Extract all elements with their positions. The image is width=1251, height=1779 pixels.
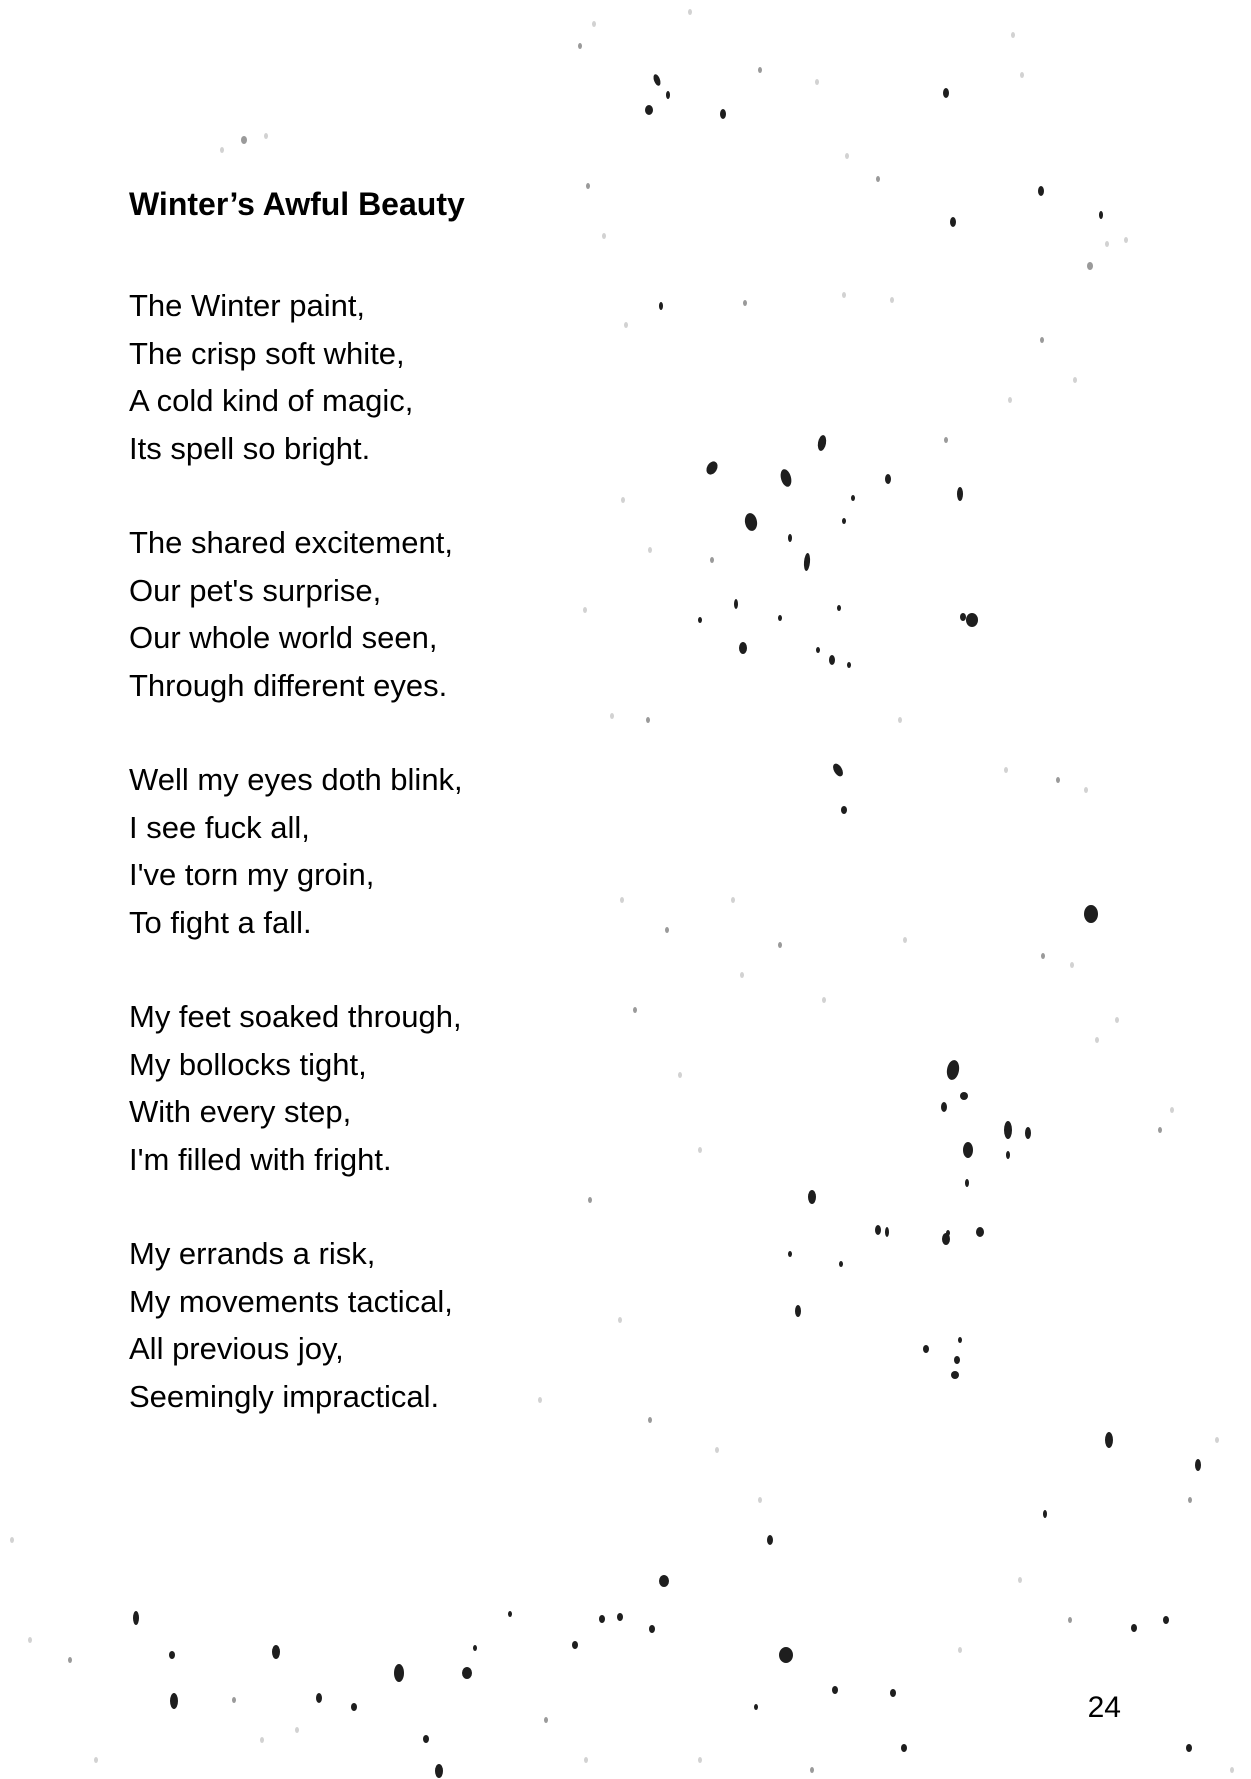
faint-speckle bbox=[1040, 337, 1044, 343]
faint-speckle bbox=[610, 713, 614, 719]
faint-speckle bbox=[665, 927, 669, 933]
ink-speckle bbox=[885, 1227, 889, 1237]
faint-speckle bbox=[592, 21, 596, 27]
ink-speckle bbox=[795, 1305, 801, 1317]
faint-speckle bbox=[1105, 241, 1109, 247]
faint-speckle bbox=[10, 1537, 14, 1543]
faint-speckle bbox=[28, 1637, 32, 1643]
faint-speckle bbox=[842, 292, 846, 298]
faint-speckle bbox=[220, 147, 224, 153]
poem-line: My errands a risk, bbox=[129, 1236, 376, 1271]
faint-speckle bbox=[618, 1317, 622, 1323]
faint-speckle bbox=[624, 322, 628, 328]
ink-speckle bbox=[1043, 1510, 1047, 1518]
faint-speckle bbox=[241, 136, 247, 144]
poem-line: Our whole world seen, bbox=[129, 620, 438, 655]
faint-speckle bbox=[1158, 1127, 1162, 1133]
faint-speckle bbox=[1018, 1577, 1022, 1583]
ink-speckle bbox=[645, 105, 653, 115]
ink-speckle bbox=[943, 1234, 949, 1240]
ink-speckle bbox=[767, 1535, 773, 1545]
ink-speckle bbox=[817, 434, 828, 451]
poem-line: My movements tactical, bbox=[129, 1283, 453, 1319]
faint-speckle bbox=[648, 1417, 652, 1423]
faint-speckle bbox=[264, 133, 268, 139]
ink-speckle bbox=[659, 1575, 669, 1587]
ink-speckle bbox=[839, 1261, 843, 1267]
ink-speckle bbox=[754, 1704, 758, 1710]
faint-speckle bbox=[1073, 377, 1077, 383]
ink-speckle bbox=[1105, 1432, 1113, 1448]
ink-speckle bbox=[875, 1225, 881, 1235]
faint-speckle bbox=[1056, 777, 1060, 783]
faint-speckle bbox=[1084, 787, 1088, 793]
ink-speckle bbox=[943, 88, 949, 98]
ink-speckle bbox=[435, 1764, 443, 1778]
faint-speckle bbox=[1020, 72, 1024, 78]
poem-line: The crisp soft white, bbox=[129, 335, 405, 371]
ink-speckle bbox=[832, 1686, 838, 1694]
faint-speckle bbox=[588, 1197, 592, 1203]
stanza bbox=[129, 519, 463, 709]
faint-speckle bbox=[678, 1072, 682, 1078]
ink-speckle bbox=[788, 1251, 792, 1257]
ink-speckle bbox=[739, 642, 747, 654]
ink-speckle bbox=[1004, 1121, 1012, 1139]
ink-speckle bbox=[945, 1059, 960, 1081]
faint-speckle bbox=[584, 1757, 588, 1763]
poem-line: The Winter paint, bbox=[129, 288, 366, 323]
ink-speckle bbox=[901, 1744, 907, 1752]
ink-speckle bbox=[704, 459, 720, 476]
faint-speckle bbox=[260, 1737, 264, 1743]
faint-speckle bbox=[621, 497, 625, 503]
ink-speckle bbox=[808, 1190, 816, 1204]
faint-speckle bbox=[620, 897, 624, 903]
ink-speckle bbox=[734, 599, 738, 609]
faint-speckle bbox=[1095, 1037, 1099, 1043]
faint-speckle bbox=[544, 1717, 548, 1723]
poem-line: Through different eyes. bbox=[129, 667, 448, 703]
faint-speckle bbox=[583, 607, 587, 613]
faint-speckle bbox=[648, 547, 652, 553]
ink-speckle bbox=[966, 613, 978, 627]
ink-speckle bbox=[508, 1611, 512, 1617]
ink-speckle bbox=[1186, 1744, 1192, 1752]
ink-speckle bbox=[1163, 1616, 1169, 1624]
ink-speckle bbox=[744, 512, 759, 532]
ink-speckle bbox=[942, 1233, 950, 1245]
page-number: 24 bbox=[1087, 1691, 1121, 1724]
ink-speckle bbox=[1084, 905, 1098, 923]
ink-speckle bbox=[133, 1611, 139, 1625]
ink-speckle bbox=[788, 534, 792, 542]
ink-speckle bbox=[572, 1641, 578, 1649]
ink-speckle bbox=[599, 1615, 605, 1623]
ink-speckle bbox=[1038, 186, 1044, 196]
ink-speckle bbox=[652, 73, 662, 86]
ink-speckle bbox=[473, 1645, 477, 1651]
faint-speckle bbox=[232, 1697, 236, 1703]
ink-speckle bbox=[958, 1337, 962, 1343]
ink-speckle bbox=[720, 109, 726, 119]
ink-speckle bbox=[649, 1625, 655, 1633]
poem-line: All previous joy, bbox=[129, 1331, 344, 1366]
ink-speckle bbox=[666, 91, 670, 99]
ink-speckle bbox=[954, 1356, 960, 1364]
faint-speckle bbox=[890, 297, 894, 303]
faint-speckle bbox=[743, 300, 747, 306]
stanza bbox=[129, 993, 463, 1183]
faint-speckle bbox=[295, 1727, 299, 1733]
ink-speckle bbox=[698, 617, 702, 623]
ink-speckle bbox=[976, 1227, 984, 1237]
faint-speckle bbox=[958, 1647, 962, 1653]
faint-speckle bbox=[876, 176, 880, 182]
ink-speckle bbox=[659, 302, 663, 310]
faint-speckle bbox=[1068, 1617, 1072, 1623]
poem-line: Seemingly impractical. bbox=[129, 1378, 440, 1414]
ink-speckle bbox=[851, 495, 855, 501]
ink-speckle bbox=[394, 1664, 404, 1682]
ink-speckle bbox=[837, 605, 841, 611]
poem-line: Our pet's surprise, bbox=[129, 572, 382, 608]
ink-speckle bbox=[351, 1703, 357, 1711]
faint-speckle bbox=[1188, 1497, 1192, 1503]
ink-speckle bbox=[462, 1667, 472, 1679]
poem-body bbox=[129, 282, 463, 1467]
faint-speckle bbox=[646, 717, 650, 723]
ink-speckle bbox=[963, 1142, 973, 1158]
faint-speckle bbox=[822, 997, 826, 1003]
faint-speckle bbox=[698, 1147, 702, 1153]
poem-line: My bollocks tight, bbox=[129, 1046, 367, 1082]
stanza bbox=[129, 1230, 463, 1420]
faint-speckle bbox=[688, 9, 692, 15]
poem-line: To fight a fall. bbox=[129, 904, 312, 940]
poem-line: I've torn my groin, bbox=[129, 857, 375, 892]
faint-speckle bbox=[845, 153, 849, 159]
faint-speckle bbox=[903, 937, 907, 943]
faint-speckle bbox=[740, 972, 744, 978]
faint-speckle bbox=[698, 1757, 702, 1763]
ink-speckle bbox=[960, 1092, 968, 1100]
ink-speckle bbox=[1099, 211, 1103, 219]
faint-speckle bbox=[94, 1757, 98, 1763]
ink-speckle bbox=[1006, 1151, 1010, 1159]
faint-speckle bbox=[1230, 1767, 1234, 1773]
faint-speckle bbox=[731, 897, 735, 903]
poem-line: My feet soaked through, bbox=[129, 999, 462, 1034]
faint-speckle bbox=[633, 1007, 637, 1013]
poem-line: With every step, bbox=[129, 1094, 352, 1129]
ink-speckle bbox=[617, 1613, 623, 1621]
ink-speckle bbox=[946, 1230, 950, 1236]
ink-speckle bbox=[1195, 1459, 1201, 1471]
faint-speckle bbox=[1115, 1017, 1119, 1023]
faint-speckle bbox=[815, 79, 819, 85]
faint-speckle bbox=[1087, 262, 1093, 270]
ink-speckle bbox=[169, 1651, 175, 1659]
faint-speckle bbox=[68, 1657, 72, 1663]
faint-speckle bbox=[810, 1767, 814, 1773]
ink-speckle bbox=[923, 1345, 929, 1353]
poem-line: I'm filled with fright. bbox=[129, 1141, 392, 1177]
faint-speckle bbox=[898, 717, 902, 723]
faint-speckle bbox=[710, 557, 714, 563]
ink-speckle bbox=[816, 647, 820, 653]
ink-speckle bbox=[957, 487, 963, 501]
faint-speckle bbox=[1008, 397, 1012, 403]
faint-speckle bbox=[944, 437, 948, 443]
faint-speckle bbox=[1004, 767, 1008, 773]
poem-line: Its spell so bright. bbox=[129, 430, 371, 466]
ink-speckle bbox=[170, 1693, 178, 1709]
ink-speckle bbox=[272, 1645, 280, 1659]
faint-speckle bbox=[778, 942, 782, 948]
ink-speckle bbox=[1131, 1624, 1137, 1632]
faint-speckle bbox=[1011, 32, 1015, 38]
ink-speckle bbox=[890, 1689, 896, 1697]
faint-speckle bbox=[1215, 1437, 1219, 1443]
ink-speckle bbox=[950, 217, 956, 227]
ink-speckle bbox=[965, 1179, 969, 1187]
poem-line: The shared excitement, bbox=[129, 525, 453, 560]
ink-speckle bbox=[941, 1102, 947, 1112]
ink-speckle bbox=[951, 1371, 959, 1379]
ink-speckle bbox=[1025, 1127, 1031, 1139]
faint-speckle bbox=[1170, 1107, 1174, 1113]
faint-speckle bbox=[758, 67, 762, 73]
stanza bbox=[129, 282, 463, 472]
ink-speckle bbox=[829, 655, 835, 665]
faint-speckle bbox=[1070, 962, 1074, 968]
ink-speckle bbox=[423, 1735, 429, 1743]
ink-speckle bbox=[779, 1647, 793, 1663]
ink-speckle bbox=[779, 468, 793, 488]
faint-speckle bbox=[578, 43, 582, 49]
ink-speckle bbox=[885, 474, 891, 484]
poem-line: Well my eyes doth blink, bbox=[129, 762, 463, 797]
poem-line: I see fuck all, bbox=[129, 809, 310, 845]
ink-speckle bbox=[831, 762, 845, 778]
faint-speckle bbox=[586, 183, 590, 189]
poem-line: A cold kind of magic, bbox=[129, 383, 414, 418]
ink-speckle bbox=[316, 1693, 322, 1703]
ink-speckle bbox=[842, 518, 846, 524]
stanza bbox=[129, 756, 463, 946]
faint-speckle bbox=[602, 233, 606, 239]
poem-title: Winter’s Awful Beauty bbox=[129, 186, 465, 222]
faint-speckle bbox=[1041, 953, 1045, 959]
faint-speckle bbox=[715, 1447, 719, 1453]
ink-speckle bbox=[778, 615, 782, 621]
ink-speckle bbox=[847, 662, 851, 668]
faint-speckle bbox=[1124, 237, 1128, 243]
ink-speckle bbox=[803, 553, 811, 571]
ink-speckle bbox=[960, 613, 966, 621]
ink-speckle bbox=[841, 806, 847, 814]
faint-speckle bbox=[758, 1497, 762, 1503]
faint-speckle bbox=[538, 1397, 542, 1403]
